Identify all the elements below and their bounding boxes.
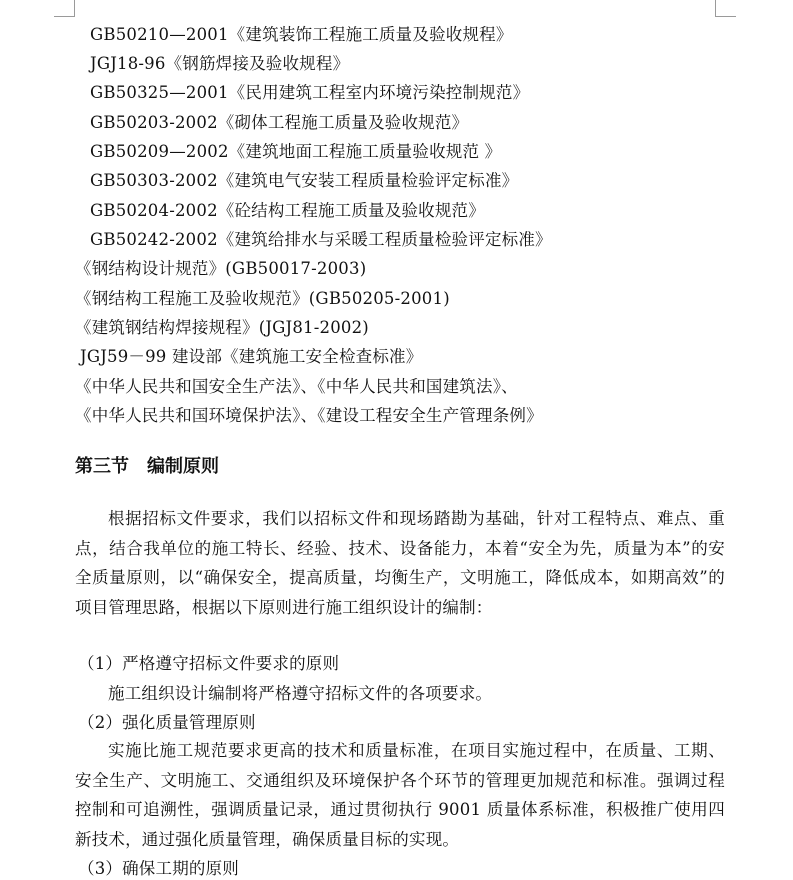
- page-corner-mark-right: [715, 0, 736, 17]
- standard-item: GB50203-2002《砌体工程施工质量及验收规范》: [90, 113, 469, 132]
- standard-item: 《中华人民共和国安全生产法》、《中华人民共和国建筑法》、: [75, 377, 518, 396]
- standard-item: GB50204-2002《砼结构工程施工质量及验收规范》: [90, 201, 485, 220]
- page-corner-mark-left: [54, 0, 75, 17]
- standard-item: JGJ59－99 建设部《建筑施工安全检查标准》: [80, 347, 423, 366]
- standard-item: GB50209—2002《建筑地面工程施工质量验收规范 》: [90, 142, 502, 161]
- standard-item: GB50303-2002《建筑电气安装工程质量检验评定标准》: [90, 171, 519, 190]
- principle-1-text: 施工组织设计编制将严格遵守招标文件的各项要求。: [108, 684, 493, 703]
- standard-item: GB50210—2001《建筑装饰工程施工质量及验收规程》: [90, 25, 513, 44]
- principle-2-text: 实施比施工规范要求更高的技术和质量标准，在项目实施过程中，在质量、工期、安全生产、文明施工、交通组织及环境保护各个环节的管理更加规范和标准。强调过程控制和可追溯性，强调质量记录，通过贯彻执行 9001 质量体系标准，积极推广使用四新技术，通过强化质量管理，确保质量目标的实现。: [75, 741, 725, 849]
- intro-paragraph: 根据招标文件要求，我们以招标文件和现场踏勘为基础，针对工程特点、难点、重点，结合我单位的施工特长、经验、技术、设备能力，本着“安全为先，质量为本”的安全质量原则，以“确保安全，提高质量，均衡生产，文明施工，降低成本，如期高效”的项目管理思路，根据以下原则进行施工组织设计的编制：: [75, 509, 725, 617]
- principle-2-title: （2）强化质量管理原则: [78, 713, 256, 732]
- standard-item: 《建筑钢结构焊接规程》(JGJ81-2002): [75, 318, 369, 337]
- standard-item: 《钢结构工程施工及验收规范》(GB50205-2001): [75, 289, 450, 308]
- standard-item: GB50242-2002《建筑给排水与采暖工程质量检验评定标准》: [90, 230, 552, 249]
- principle-3-title: （3）确保工期的原则: [78, 859, 239, 878]
- standard-item: GB50325—2001《民用建筑工程室内环境污染控制规范》: [90, 83, 530, 102]
- standard-item: JGJ18-96《钢筋焊接及验收规程》: [90, 54, 350, 73]
- principle-1-title: （1）严格遵守招标文件要求的原则: [78, 654, 340, 673]
- section-title: 第三节 编制原则: [75, 456, 219, 477]
- standard-item: 《钢结构设计规范》(GB50017-2003): [75, 259, 367, 278]
- standard-item: 《中华人民共和国环境保护法》、《建设工程安全生产管理条例》: [75, 406, 543, 425]
